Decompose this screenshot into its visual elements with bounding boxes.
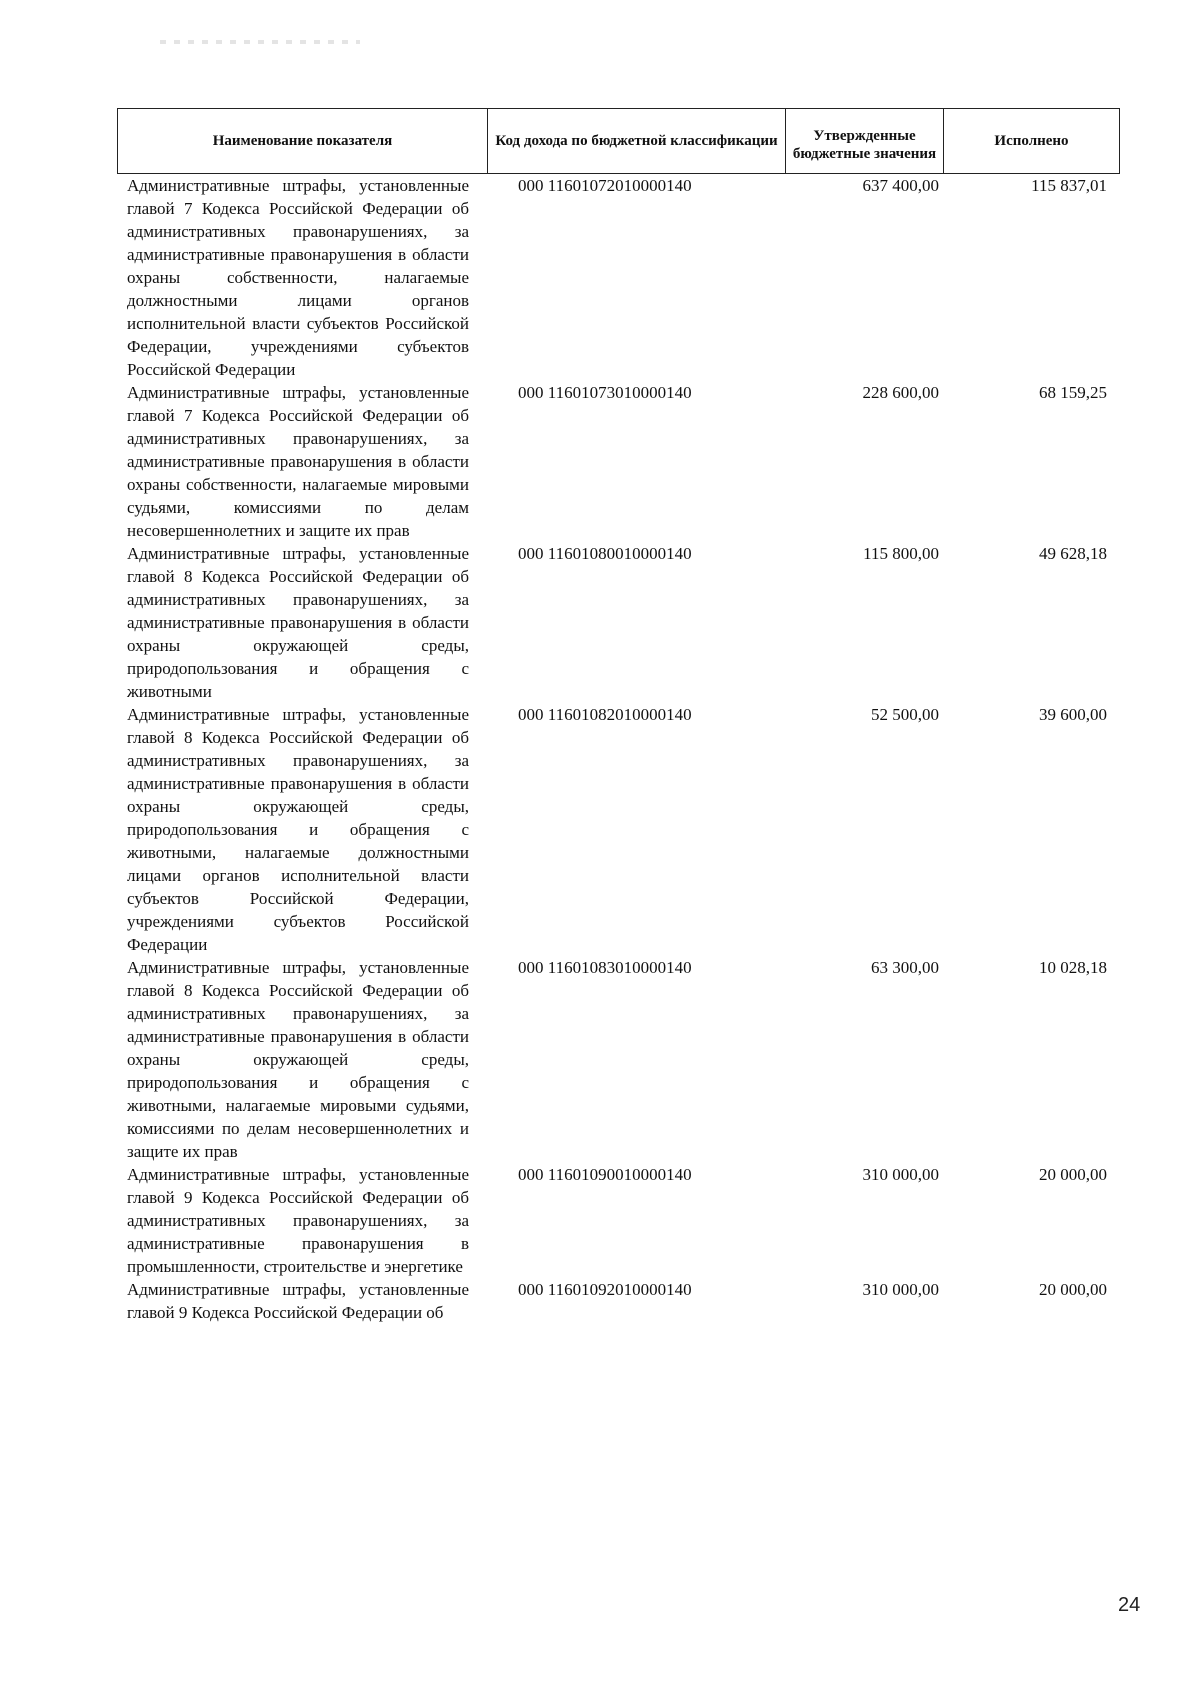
row-executed: 20 000,00 — [1039, 1280, 1107, 1299]
row-code: 000 11601073010000140 — [518, 383, 692, 402]
row-name: Административные штрафы, установленные главой 9 Кодекса Российской Федерации об — [127, 1280, 469, 1322]
page-number: 24 — [1118, 1594, 1141, 1616]
table-row — [117, 174, 1120, 381]
row-executed: 39 600,00 — [1039, 705, 1107, 724]
table-body — [117, 174, 1120, 1324]
row-approved: 310 000,00 — [862, 1165, 939, 1184]
row-executed: 20 000,00 — [1039, 1165, 1107, 1184]
table-header — [117, 108, 1120, 174]
row-approved: 63 300,00 — [871, 958, 939, 977]
header-code: Код дохода по бюджетной классификации — [488, 109, 786, 173]
header-name: Наименование показателя — [118, 109, 488, 173]
row-approved: 52 500,00 — [871, 705, 939, 724]
row-code: 000 11601090010000140 — [518, 1165, 692, 1184]
row-name: Административные штрафы, установленные главой 7 Кодекса Российской Федерации об административных правонарушениях, за административные правонарушения в области охраны собственности, налагаемые мировыми судьями, комиссиями по делам несовершеннолетних и защите их прав — [127, 383, 469, 540]
table-row — [117, 381, 1120, 542]
revenue-table — [117, 108, 1120, 1324]
row-name: Административные штрафы, установленные главой 8 Кодекса Российской Федерации об административных правонарушениях, за административные правонарушения в области охраны окружающей среды, природопользования и обращения с животными — [127, 544, 469, 701]
row-code: 000 11601080010000140 — [518, 544, 692, 563]
row-approved: 228 600,00 — [862, 383, 939, 402]
row-approved: 115 800,00 — [863, 544, 939, 563]
row-executed: 68 159,25 — [1039, 383, 1107, 402]
row-code: 000 11601082010000140 — [518, 705, 692, 724]
table-row — [117, 1163, 1120, 1278]
header-executed: Исполнено — [994, 133, 1069, 149]
table-row — [117, 956, 1120, 1163]
row-code: 000 11601083010000140 — [518, 958, 692, 977]
scan-artifact — [160, 40, 360, 44]
row-code: 000 11601072010000140 — [518, 176, 692, 195]
table-row — [117, 1278, 1120, 1324]
row-name: Административные штрафы, установленные главой 8 Кодекса Российской Федерации об административных правонарушениях, за административные правонарушения в области охраны окружающей среды, природопользования и обращения с животными, налагаемые должностными лицами органов исполнительной власти субъектов Российской Федерации, учреждениями субъектов Российской Федерации — [127, 705, 469, 954]
header-approved: Утвержденные бюджетные значения — [786, 109, 944, 173]
row-executed: 10 028,18 — [1039, 958, 1107, 977]
row-approved: 310 000,00 — [862, 1280, 939, 1299]
row-name: Административные штрафы, установленные главой 8 Кодекса Российской Федерации об административных правонарушениях, за административные правонарушения в области охраны окружающей среды, природопользования и обращения с животными, налагаемые мировыми судьями, комиссиями по делам несовершеннолетних и защите их прав — [127, 958, 469, 1161]
table-row — [117, 703, 1120, 956]
row-code: 000 11601092010000140 — [518, 1280, 692, 1299]
row-approved: 637 400,00 — [862, 176, 939, 195]
row-name: Административные штрафы, установленные главой 7 Кодекса Российской Федерации об административных правонарушениях, за административные правонарушения в области охраны собственности, налагаемые должностными лицами органов исполнительной власти субъектов Российской Федерации, учреждениями субъектов Российской Федерации — [127, 176, 469, 379]
row-executed: 115 837,01 — [1031, 176, 1107, 195]
row-executed: 49 628,18 — [1039, 544, 1107, 563]
row-name: Административные штрафы, установленные главой 9 Кодекса Российской Федерации об административных правонарушениях, за административные правонарушения в промышленности, строительстве и энергетике — [127, 1165, 469, 1276]
table-row — [117, 542, 1120, 703]
